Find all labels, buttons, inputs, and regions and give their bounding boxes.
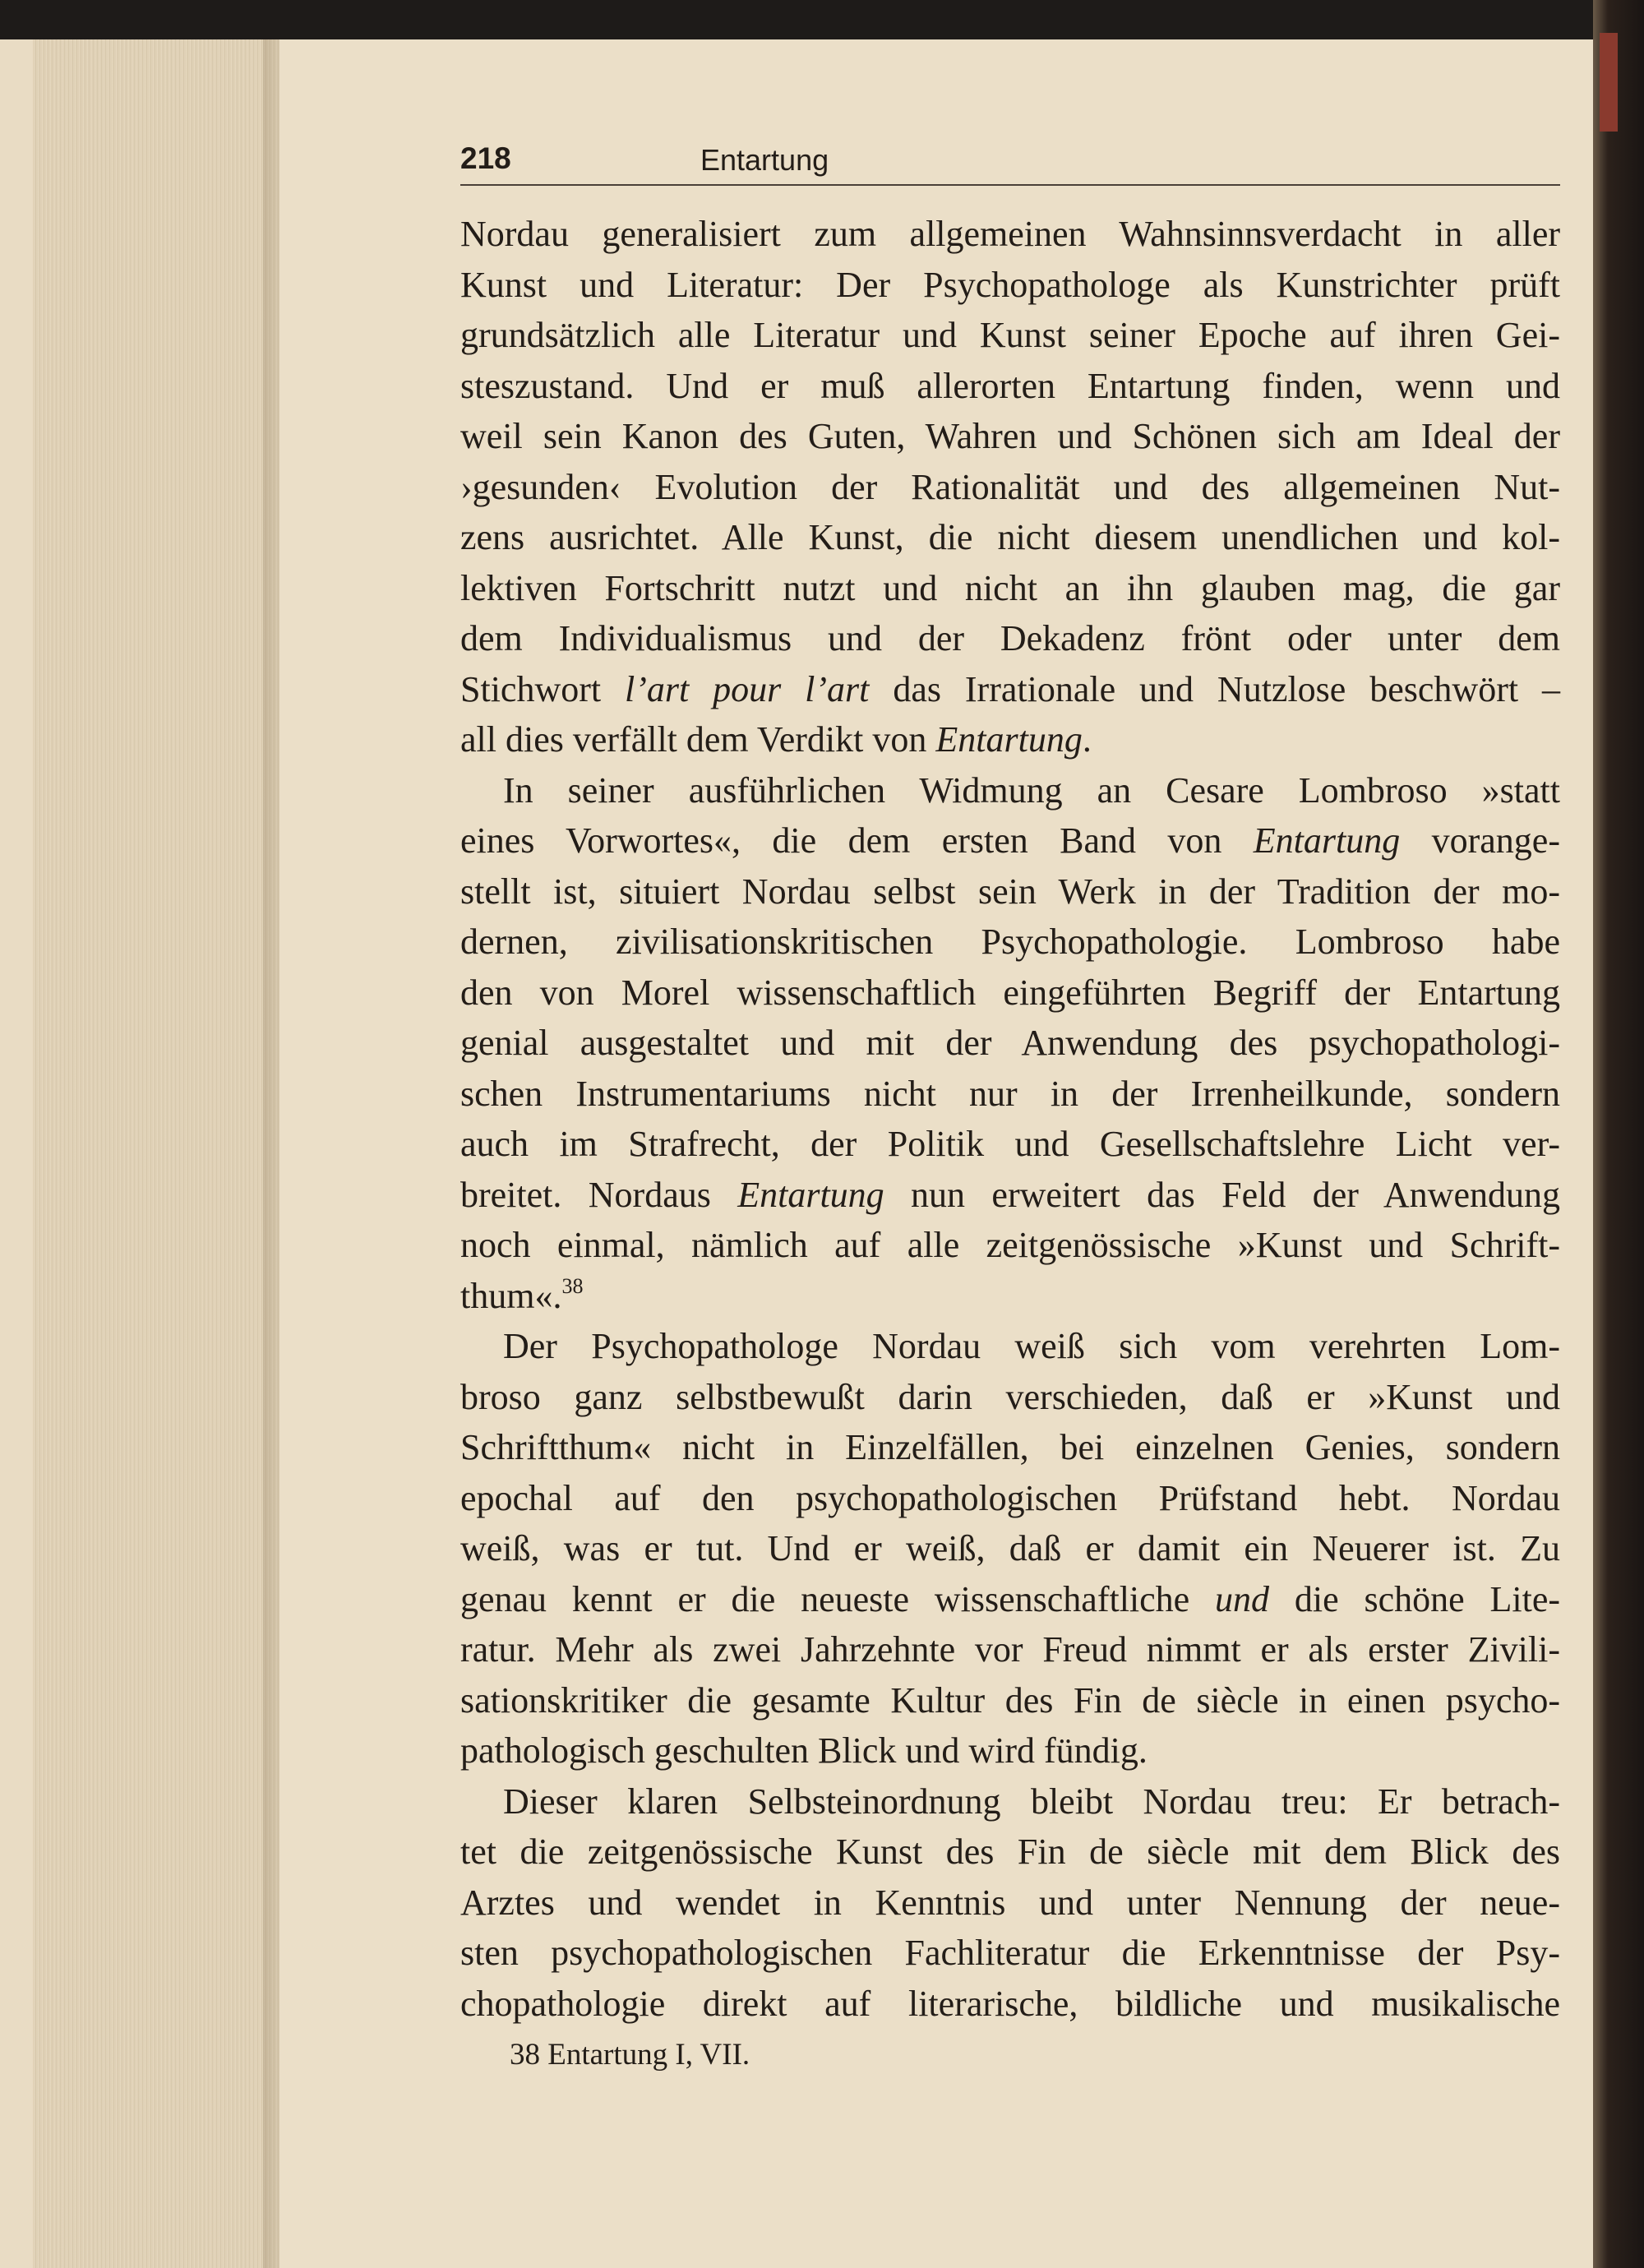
line-text: dernen, zivilisationskritischen Psychopathologie. Lombroso habe — [460, 922, 1560, 962]
italic-term: Entartung — [737, 1174, 884, 1215]
footnote: 38 Entartung I, VII. — [510, 2038, 750, 2072]
text-line — [460, 1523, 1560, 1574]
line-text: thum«. — [460, 1275, 562, 1316]
text-line — [460, 411, 1560, 462]
text-line — [460, 1321, 1560, 1372]
line-text: weil sein Kanon des Guten, Wahren und Schönen sich am Ideal der — [460, 416, 1560, 456]
text-line — [460, 512, 1560, 563]
text-line — [460, 1271, 1560, 1322]
text-line — [460, 1827, 1560, 1878]
line-text: Stichwort — [460, 668, 626, 709]
text-line — [460, 815, 1560, 866]
text-line — [460, 664, 1560, 715]
text-line — [460, 462, 1560, 513]
line-text: vorange- — [1400, 820, 1560, 861]
line-text: genial ausgestaltet und mit der Anwendung des psychopathologi- — [460, 1023, 1560, 1063]
line-text: Kunst und Literatur: Der Psychopathologe als Kunstrichter prüft — [460, 264, 1560, 305]
line-text: sten psychopathologischen Fachliteratur die Erkenntnisse der Psy- — [460, 1933, 1560, 1973]
line-text: all dies verfällt dem Verdikt von — [460, 719, 936, 760]
line-text: nun erweitert das Feld der Anwendung — [884, 1174, 1560, 1215]
page-content — [460, 138, 1560, 2029]
text-line — [460, 1170, 1560, 1221]
text-line — [460, 1574, 1560, 1625]
text-line — [460, 1069, 1560, 1120]
text-line — [460, 260, 1560, 311]
italic-term: l’art pour l’art — [625, 668, 870, 709]
text-line — [460, 613, 1560, 664]
line-text: In seiner ausführlichen Widmung an Cesare Lombroso »statt — [503, 769, 1560, 811]
text-line — [460, 1372, 1560, 1423]
text-line — [460, 1473, 1560, 1524]
line-text: tet die zeitgenössische Kunst des Fin de siècle mit dem Blick des — [460, 1831, 1560, 1872]
line-text: zens ausrichtet. Alle Kunst, die nicht diesem unendlichen und kol- — [460, 517, 1560, 557]
line-text: lektiven Fortschritt nutzt und nicht an ihn glauben mag, die gar — [460, 567, 1560, 608]
line-text: die schöne Lite- — [1269, 1578, 1560, 1619]
text-line — [460, 1220, 1560, 1271]
text-line — [460, 1624, 1560, 1675]
line-text: grundsätzlich alle Literatur und Kunst seiner Epoche auf ihren Gei- — [460, 315, 1560, 355]
body-text — [460, 209, 1560, 2029]
book-cover-edge — [1593, 0, 1644, 2268]
line-text: pathologisch geschulten Blick und wird fündig. — [460, 1730, 1148, 1771]
page-header — [460, 138, 1560, 186]
text-line — [460, 1928, 1560, 1979]
text-line — [460, 1979, 1560, 2030]
text-line — [460, 209, 1560, 260]
text-line — [460, 563, 1560, 614]
line-text: ratur. Mehr als zwei Jahrzehnte vor Freud nimmt er als erster Zivili- — [460, 1629, 1560, 1670]
line-text: Dieser klaren Selbsteinordnung bleibt Nordau treu: Er betrach- — [503, 1781, 1560, 1822]
text-line — [460, 1776, 1560, 1827]
line-text: weiß, was er tut. Und er weiß, daß er damit ein Neuerer ist. Zu — [460, 1528, 1560, 1568]
line-text: stellt ist, situiert Nordau selbst sein Werk in der Tradition der mo- — [460, 871, 1560, 912]
running-head: Entartung — [700, 143, 829, 177]
line-text: schen Instrumentariums nicht nur in der Irrenheilkunde, sondern — [460, 1073, 1560, 1114]
line-text: dem Individualismus und der Dekadenz frönt oder unter dem — [460, 618, 1560, 658]
line-text: chopathologie direkt auf literarische, bildliche und musikalische — [460, 1983, 1560, 2024]
text-line — [460, 714, 1560, 765]
line-text: breitet. Nordaus — [460, 1174, 738, 1215]
page-edges — [33, 39, 279, 2268]
page-number: 218 — [460, 141, 511, 175]
text-line — [460, 866, 1560, 917]
text-line — [460, 1878, 1560, 1928]
text-line — [460, 1018, 1560, 1069]
text-line — [460, 361, 1560, 412]
text-line — [460, 1119, 1560, 1170]
line-text: . — [1082, 719, 1092, 760]
line-text: ›gesunden‹ Evolution der Rationalität und des allgemeinen Nut- — [460, 466, 1560, 507]
text-line — [460, 1422, 1560, 1473]
line-text: den von Morel wissenschaftlich eingeführten Begriff der Entartung — [460, 972, 1560, 1013]
italic-term: Entartung — [935, 719, 1083, 760]
italic-term: und — [1215, 1578, 1270, 1619]
text-line — [460, 968, 1560, 1019]
line-text: epochal auf den psychopathologischen Prüfstand hebt. Nordau — [460, 1477, 1560, 1518]
line-text: Nordau generalisiert zum allgemeinen Wahnsinnsverdacht in aller — [460, 214, 1560, 254]
line-text: noch einmal, nämlich auf alle zeitgenössische »Kunst und Schrift- — [460, 1225, 1560, 1265]
text-line — [460, 917, 1560, 968]
text-line — [460, 765, 1560, 816]
line-text: eines Vorwortes«, die dem ersten Band von — [460, 820, 1254, 861]
line-text: genau kennt er die neueste wissenschaftliche — [460, 1578, 1216, 1619]
line-text: Arztes und wendet in Kenntnis und unter Nennung der neue- — [460, 1882, 1560, 1923]
text-line — [460, 1675, 1560, 1726]
text-line — [460, 1725, 1560, 1776]
line-text: sationskritiker die gesamte Kultur des Fin de siècle in einen psycho- — [460, 1679, 1560, 1721]
cover-bookmark — [1600, 33, 1618, 132]
italic-term: Entartung — [1253, 820, 1401, 861]
line-text: steszustand. Und er muß allerorten Entartung finden, wenn und — [460, 365, 1560, 406]
line-text: das Irrationale und Nutzlose beschwört – — [869, 668, 1560, 709]
line-text: broso ganz selbstbewußt darin verschieden, daß er »Kunst und — [460, 1376, 1560, 1417]
footnote-marker: 38 — [561, 1273, 584, 1298]
text-line — [460, 310, 1560, 361]
line-text: auch im Strafrecht, der Politik und Gesellschaftslehre Licht ver- — [460, 1124, 1560, 1164]
line-text: Schriftthum« nicht in Einzelfällen, bei einzelnen Genies, sondern — [460, 1427, 1560, 1467]
line-text: Der Psychopathologe Nordau weiß sich vom verehrten Lom- — [503, 1326, 1560, 1366]
